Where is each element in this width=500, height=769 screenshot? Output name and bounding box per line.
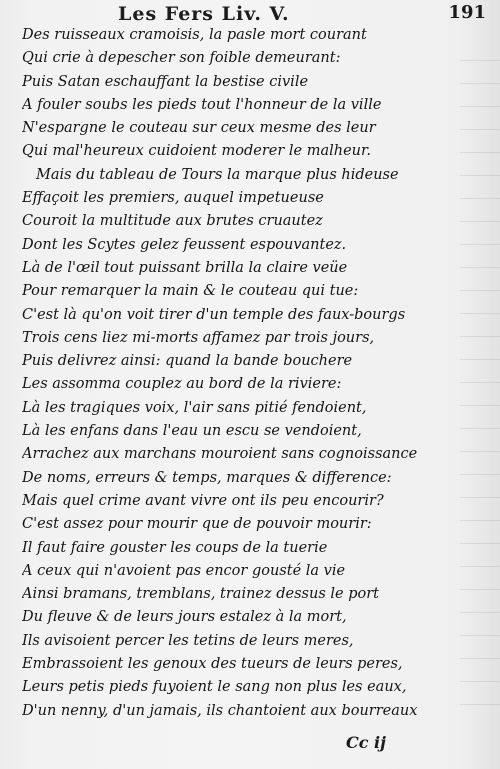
verse-line: Arrachez aux marchans mouroient sans cognoissance — [22, 446, 418, 463]
verse-line: D'un nenny, d'un jamais, ils chantoient aux bourreaux — [22, 702, 418, 719]
page-header — [0, 2, 500, 26]
verse-line: C'est là qu'on voit tirer d'un temple des faux-bourgs — [22, 306, 406, 323]
running-title: Les Fers Liv. V. — [118, 3, 290, 25]
verse-line: Ils avisoient percer les tetins de leurs meres, — [22, 632, 354, 649]
verse-line: Ainsi bramans, tremblans, trainez dessus le port — [22, 586, 379, 603]
verse-line: Dont les Scytes gelez feussent espouvantez. — [22, 236, 347, 253]
verse-line: A ceux qui n'avoient pas encor gousté la vie — [22, 562, 346, 579]
verse-line: De noms, erreurs & temps, marques & difference: — [22, 469, 392, 486]
verse-line: Effaçoit les premiers, auquel impetueuse — [22, 190, 324, 207]
verse-line: A fouler soubs les pieds tout l'honneur de la ville — [22, 96, 382, 113]
verse-line: Là les enfans dans l'eau un escu se vendoient, — [22, 423, 362, 440]
verse-line: Là de l'œil tout puissant brilla la claire veüe — [22, 259, 348, 276]
verse-line: Du fleuve & de leurs jours estalez à la mort, — [22, 609, 347, 626]
verse-line: C'est assez pour mourir que de pouvoir mourir: — [22, 516, 372, 533]
verse-line: Puis delivrez ainsi: quand la bande bouchere — [22, 353, 353, 370]
verse-line: Leurs petis pieds fuyoient le sang non plus les eaux, — [22, 679, 407, 696]
verse-line: Là les tragiques voix, l'air sans pitié fendoient, — [22, 399, 367, 416]
verse-block — [22, 24, 492, 723]
verse-line: Qui crie à depescher son foible demeurant: — [22, 50, 341, 67]
verse-line: Il faut faire gouster les coups de la tuerie — [22, 539, 328, 556]
verse-line: Embrassoient les genoux des tueurs de leurs peres, — [22, 656, 403, 673]
verse-line: Les assomma couplez au bord de la riviere: — [22, 376, 342, 393]
verse-line: N'espargne le couteau sur ceux mesme des leur — [22, 120, 376, 137]
verse-line: Mais quel crime avant vivre ont ils peu encourir? — [22, 492, 384, 509]
verse-line: Trois cens liez mi-morts affamez par trois jours, — [22, 329, 375, 346]
verse-line: Des ruisseaux cramoisis, la pasle mort courant — [22, 27, 367, 43]
verse-line: Puis Satan eschauffant la bestise civile — [22, 73, 309, 90]
verse-line: Qui mal'heureux cuidoient moderer le malheur. — [22, 143, 371, 160]
verse-line: Pour remarquer la main & le couteau qui tue: — [22, 283, 359, 300]
signature-mark: Cc ij — [346, 733, 386, 752]
page-number: 191 — [448, 2, 486, 23]
verse-line: Couroit la multitude aux brutes cruautez — [22, 213, 323, 230]
verse-line: Mais du tableau de Tours la marque plus hideuse — [36, 166, 399, 183]
